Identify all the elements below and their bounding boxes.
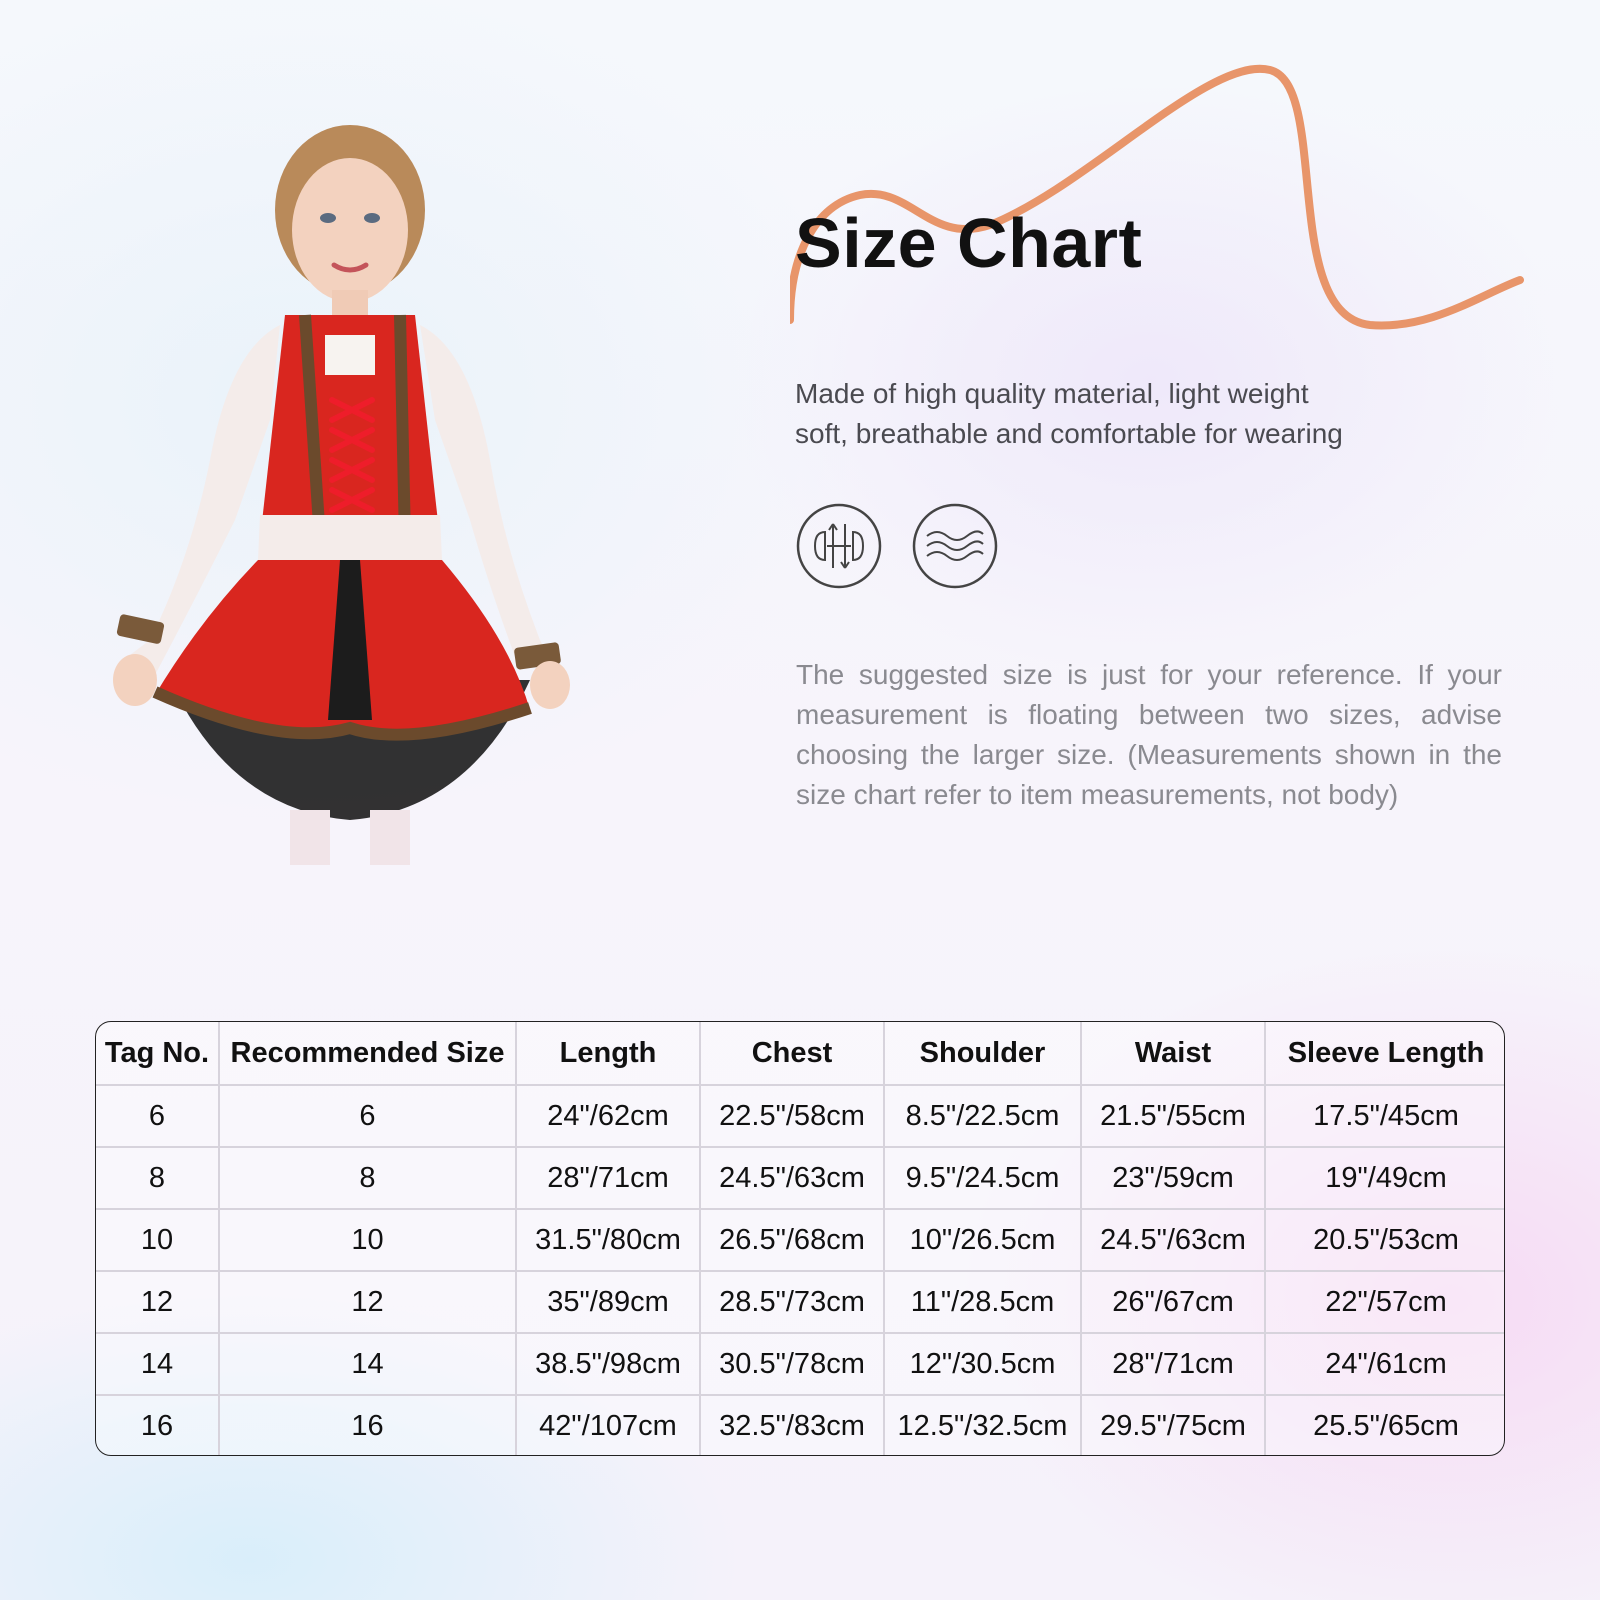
cell-shoulder: 9.5"/24.5cm bbox=[884, 1147, 1081, 1209]
table-row bbox=[96, 1271, 1505, 1333]
cell-waist: 29.5"/75cm bbox=[1081, 1395, 1265, 1456]
cell-shoulder: 8.5"/22.5cm bbox=[884, 1085, 1081, 1147]
header-tag-no: Tag No. bbox=[96, 1022, 219, 1085]
cell-tag-no: 16 bbox=[96, 1395, 219, 1456]
decorative-swoosh bbox=[790, 55, 1530, 345]
header-chest: Chest bbox=[700, 1022, 884, 1085]
header-length: Length bbox=[516, 1022, 700, 1085]
cell-sleeve-length: 17.5"/45cm bbox=[1265, 1085, 1505, 1147]
cell-length: 24"/62cm bbox=[516, 1085, 700, 1147]
cell-tag-no: 14 bbox=[96, 1333, 219, 1395]
cell-shoulder: 11"/28.5cm bbox=[884, 1271, 1081, 1333]
cell-tag-no: 6 bbox=[96, 1085, 219, 1147]
material-description bbox=[795, 374, 1435, 454]
cell-chest: 26.5"/68cm bbox=[700, 1209, 884, 1271]
table-row bbox=[96, 1333, 1505, 1395]
table-row bbox=[96, 1209, 1505, 1271]
cell-chest: 32.5"/83cm bbox=[700, 1395, 884, 1456]
cell-chest: 22.5"/58cm bbox=[700, 1085, 884, 1147]
cell-tag-no: 12 bbox=[96, 1271, 219, 1333]
cell-recommended-size: 6 bbox=[219, 1085, 516, 1147]
cell-tag-no: 10 bbox=[96, 1209, 219, 1271]
cell-chest: 28.5"/73cm bbox=[700, 1271, 884, 1333]
material-line-2: soft, breathable and comfortable for wearing bbox=[795, 418, 1343, 449]
cell-recommended-size: 14 bbox=[219, 1333, 516, 1395]
table-header-row bbox=[96, 1022, 1505, 1085]
cell-chest: 24.5"/63cm bbox=[700, 1147, 884, 1209]
product-photo bbox=[110, 120, 570, 865]
cell-waist: 21.5"/55cm bbox=[1081, 1085, 1265, 1147]
cell-sleeve-length: 19"/49cm bbox=[1265, 1147, 1505, 1209]
cell-tag-no: 8 bbox=[96, 1147, 219, 1209]
cell-sleeve-length: 22"/57cm bbox=[1265, 1271, 1505, 1333]
cell-length: 28"/71cm bbox=[516, 1147, 700, 1209]
cell-chest: 30.5"/78cm bbox=[700, 1333, 884, 1395]
header-shoulder: Shoulder bbox=[884, 1022, 1081, 1085]
cell-waist: 24.5"/63cm bbox=[1081, 1209, 1265, 1271]
breathable-icon bbox=[911, 502, 999, 590]
cell-length: 38.5"/98cm bbox=[516, 1333, 700, 1395]
cell-sleeve-length: 20.5"/53cm bbox=[1265, 1209, 1505, 1271]
cell-length: 31.5"/80cm bbox=[516, 1209, 700, 1271]
cell-recommended-size: 16 bbox=[219, 1395, 516, 1456]
cell-sleeve-length: 25.5"/65cm bbox=[1265, 1395, 1505, 1456]
cell-waist: 28"/71cm bbox=[1081, 1333, 1265, 1395]
cell-length: 42"/107cm bbox=[516, 1395, 700, 1456]
cell-length: 35"/89cm bbox=[516, 1271, 700, 1333]
header-waist: Waist bbox=[1081, 1022, 1265, 1085]
cell-recommended-size: 12 bbox=[219, 1271, 516, 1333]
cell-shoulder: 10"/26.5cm bbox=[884, 1209, 1081, 1271]
size-advice-note: The suggested size is just for your reference. If your measurement is floating between two sizes, advise choosing the larger size. (Measurements shown in the size chart refer to item measurements, not body) bbox=[796, 659, 1502, 810]
anti-static-icon bbox=[795, 502, 883, 590]
header-sleeve-length: Sleeve Length bbox=[1265, 1022, 1505, 1085]
cell-recommended-size: 10 bbox=[219, 1209, 516, 1271]
table-row bbox=[96, 1147, 1505, 1209]
size-chart-table bbox=[95, 1021, 1505, 1456]
material-line-1: Made of high quality material, light weight bbox=[795, 378, 1309, 409]
header-recommended-size: Recommended Size bbox=[219, 1022, 516, 1085]
table-row bbox=[96, 1395, 1505, 1456]
cell-shoulder: 12"/30.5cm bbox=[884, 1333, 1081, 1395]
cell-waist: 26"/67cm bbox=[1081, 1271, 1265, 1333]
cell-shoulder: 12.5"/32.5cm bbox=[884, 1395, 1081, 1456]
table-row bbox=[96, 1085, 1505, 1147]
cell-waist: 23"/59cm bbox=[1081, 1147, 1265, 1209]
cell-recommended-size: 8 bbox=[219, 1147, 516, 1209]
cell-sleeve-length: 24"/61cm bbox=[1265, 1333, 1505, 1395]
page-title: Size Chart bbox=[795, 204, 1143, 282]
